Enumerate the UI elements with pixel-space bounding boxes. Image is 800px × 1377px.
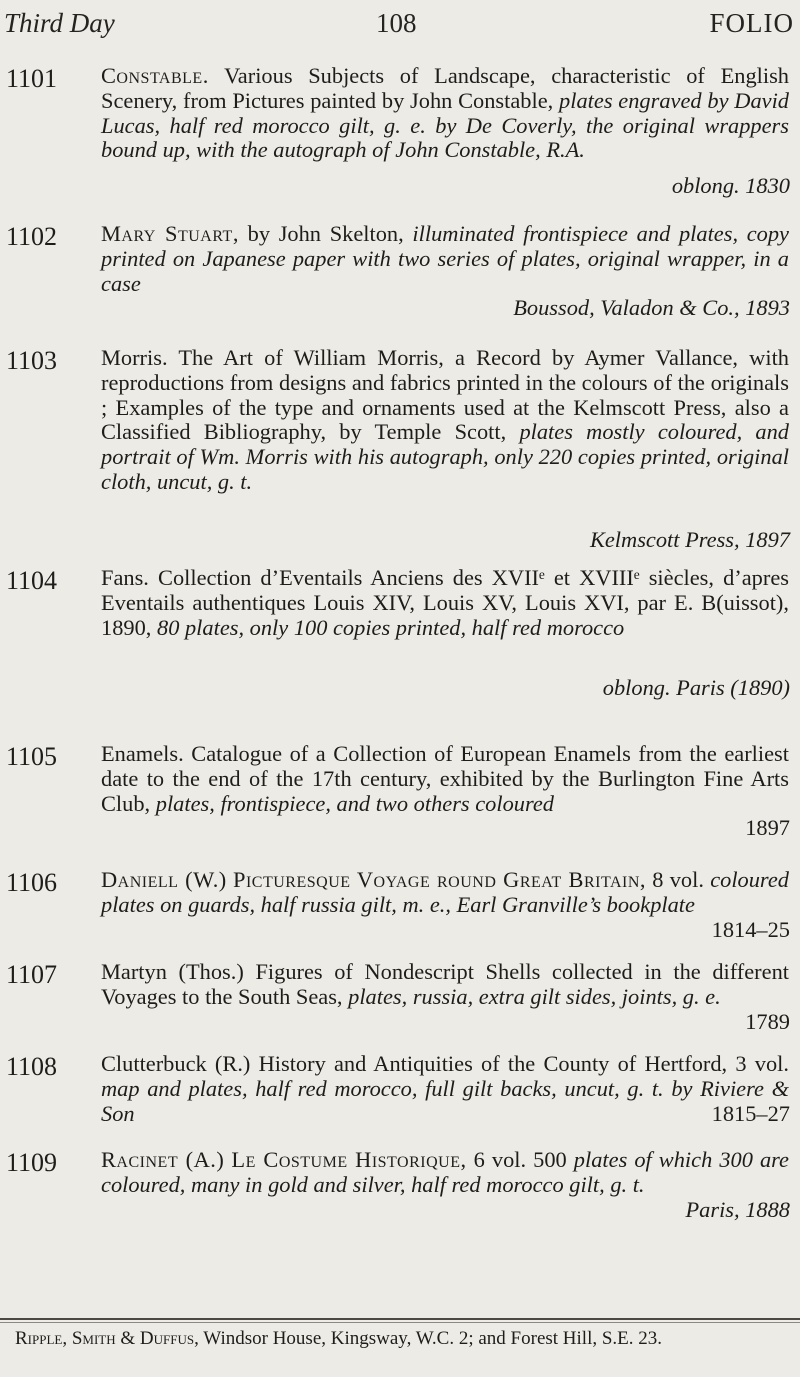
lot-entry xyxy=(0,566,800,706)
lot-imprint: 1815–27 xyxy=(711,1101,790,1126)
lot-number: 1107 xyxy=(6,960,58,989)
lot-number: 1103 xyxy=(6,346,58,375)
lot-title: Le Costume Historique, xyxy=(231,1147,467,1172)
lot-entry xyxy=(0,868,800,948)
printer-name: Ripple, Smith & Duffus, xyxy=(15,1328,199,1349)
lot-imprint: oblong. 1830 xyxy=(671,173,790,198)
lot-title: Various Subjects of Landscape, characteristic of English Scenery, from Pictures painted by John Constable, xyxy=(101,63,790,113)
lot-author: Racinet (A.) xyxy=(101,1147,225,1172)
lot-number: 1101 xyxy=(6,64,58,93)
lot-volumes: 8 vol. xyxy=(652,867,704,892)
lot-title: Collection d’Eventails Anciens des XVIIᵉ et XVIIIᵉ siècles, d’apres Eventails authentiques Louis XIV, Louis XV, Louis XVI, par E. B(uissot), 1890, xyxy=(101,565,789,640)
lot-volumes: 6 vol. 500 xyxy=(473,1147,567,1172)
lot-entry xyxy=(0,222,800,332)
lot-author: Morris. xyxy=(101,345,168,370)
lot-imprint: Paris, 1888 xyxy=(685,1197,790,1222)
lot-entry xyxy=(0,1148,800,1228)
lot-detail: plates, frontispiece, and two others coloured xyxy=(155,790,554,816)
lot-author: Constable. xyxy=(101,63,209,88)
footer-rule xyxy=(0,1318,800,1320)
lot-description xyxy=(101,960,789,1010)
lot-number: 1109 xyxy=(6,1148,58,1177)
lot-description xyxy=(101,742,789,816)
lot-title: The Art of William Morris, a Record by Aymer Vallance, with reproductions from designs and fabrics printed in the colours of the originals ; Examples of the type and ornaments used at the Kelmscott Press, also a Classified Bibliography, by Temple Scott, xyxy=(101,345,789,445)
page-header xyxy=(0,8,800,44)
lot-description xyxy=(101,566,789,640)
printer-address: Windsor House, Kingsway, W.C. 2; and Forest Hill, S.E. 23. xyxy=(203,1328,663,1349)
lot-imprint: 1789 xyxy=(745,1009,790,1034)
printer-imprint xyxy=(15,1328,795,1350)
lot-description xyxy=(101,346,789,495)
lot-number: 1104 xyxy=(6,566,58,595)
lot-title: Figures of Nondescript Shells collected in the different Voyages to the South Seas, xyxy=(101,959,789,1009)
lot-title: by John Skelton, xyxy=(247,221,404,246)
lot-detail: coloured plates on guards, half russia gilt, m. e., Earl Granville’s bookplate xyxy=(101,867,789,917)
lot-entry xyxy=(0,1052,800,1132)
lot-author: Clutterbuck (R.) xyxy=(101,1051,251,1076)
footer-rule-thin xyxy=(0,1322,800,1323)
lot-entry xyxy=(0,742,800,857)
lot-detail: illuminated frontispiece and plates, copy printed on Japanese paper with two series of plates, original wrapper, in a case xyxy=(101,221,789,296)
lot-number: 1106 xyxy=(6,868,58,897)
lot-detail: plates mostly coloured, and portrait of Wm. Morris with his autograph, only 220 copies printed, original cloth, uncut, g. t. xyxy=(101,419,789,494)
lot-number: 1105 xyxy=(6,742,58,771)
lot-detail: plates of which 300 are coloured, many in gold and silver, half red morocco gilt, g. t. xyxy=(101,1147,789,1197)
lot-author: Enamels. xyxy=(101,741,184,766)
lot-author: Daniell (W.) xyxy=(101,867,227,892)
format-label: FOLIO xyxy=(709,8,794,38)
lot-imprint: oblong. Paris (1890) xyxy=(602,675,790,700)
page-number: 108 xyxy=(376,8,417,38)
lot-entry xyxy=(0,64,800,204)
lot-description xyxy=(101,1052,789,1126)
lot-author: Mary Stuart, xyxy=(101,221,239,246)
lot-description xyxy=(101,1148,789,1198)
lot-author: Fans. xyxy=(101,565,149,590)
lot-description xyxy=(101,868,789,918)
lot-imprint: Kelmscott Press, 1897 xyxy=(589,527,790,552)
lot-author: Martyn (Thos.) xyxy=(101,959,244,984)
lot-entry xyxy=(0,960,800,1040)
lot-number: 1108 xyxy=(6,1052,58,1081)
lot-description xyxy=(101,222,789,296)
lot-number: 1102 xyxy=(6,222,58,251)
lot-detail: plates, russia, extra gilt sides, joints, g. e. xyxy=(348,983,721,1009)
lot-detail: map and plates, half red morocco, full gilt backs, uncut, g. t. by Riviere & Son xyxy=(101,1075,789,1126)
lot-detail: plates engraved by David Lucas, half red morocco gilt, g. e. by De Coverly, the original wrappers bound up, with the autograph of John Constable, R.A. xyxy=(101,87,789,163)
lot-title: Picturesque Voyage round Great Britain, xyxy=(233,867,647,892)
day-label: Third Day xyxy=(4,8,115,38)
lot-imprint: Boussod, Valadon & Co., 1893 xyxy=(513,295,790,320)
lot-title: Catalogue of a Collection of European Enamels from the earliest date to the end of the 17th century, exhibited by the Burlington Fine Arts Club, xyxy=(101,741,789,816)
lot-description xyxy=(101,64,789,163)
lot-detail: 80 plates, only 100 copies printed, half red morocco xyxy=(157,614,625,640)
lot-imprint: 1897 xyxy=(745,815,790,840)
lot-entry xyxy=(0,346,800,556)
lot-title: History and Antiquities of the County of Hertford, 3 vol. xyxy=(258,1051,789,1076)
lot-imprint: 1814–25 xyxy=(711,917,790,942)
